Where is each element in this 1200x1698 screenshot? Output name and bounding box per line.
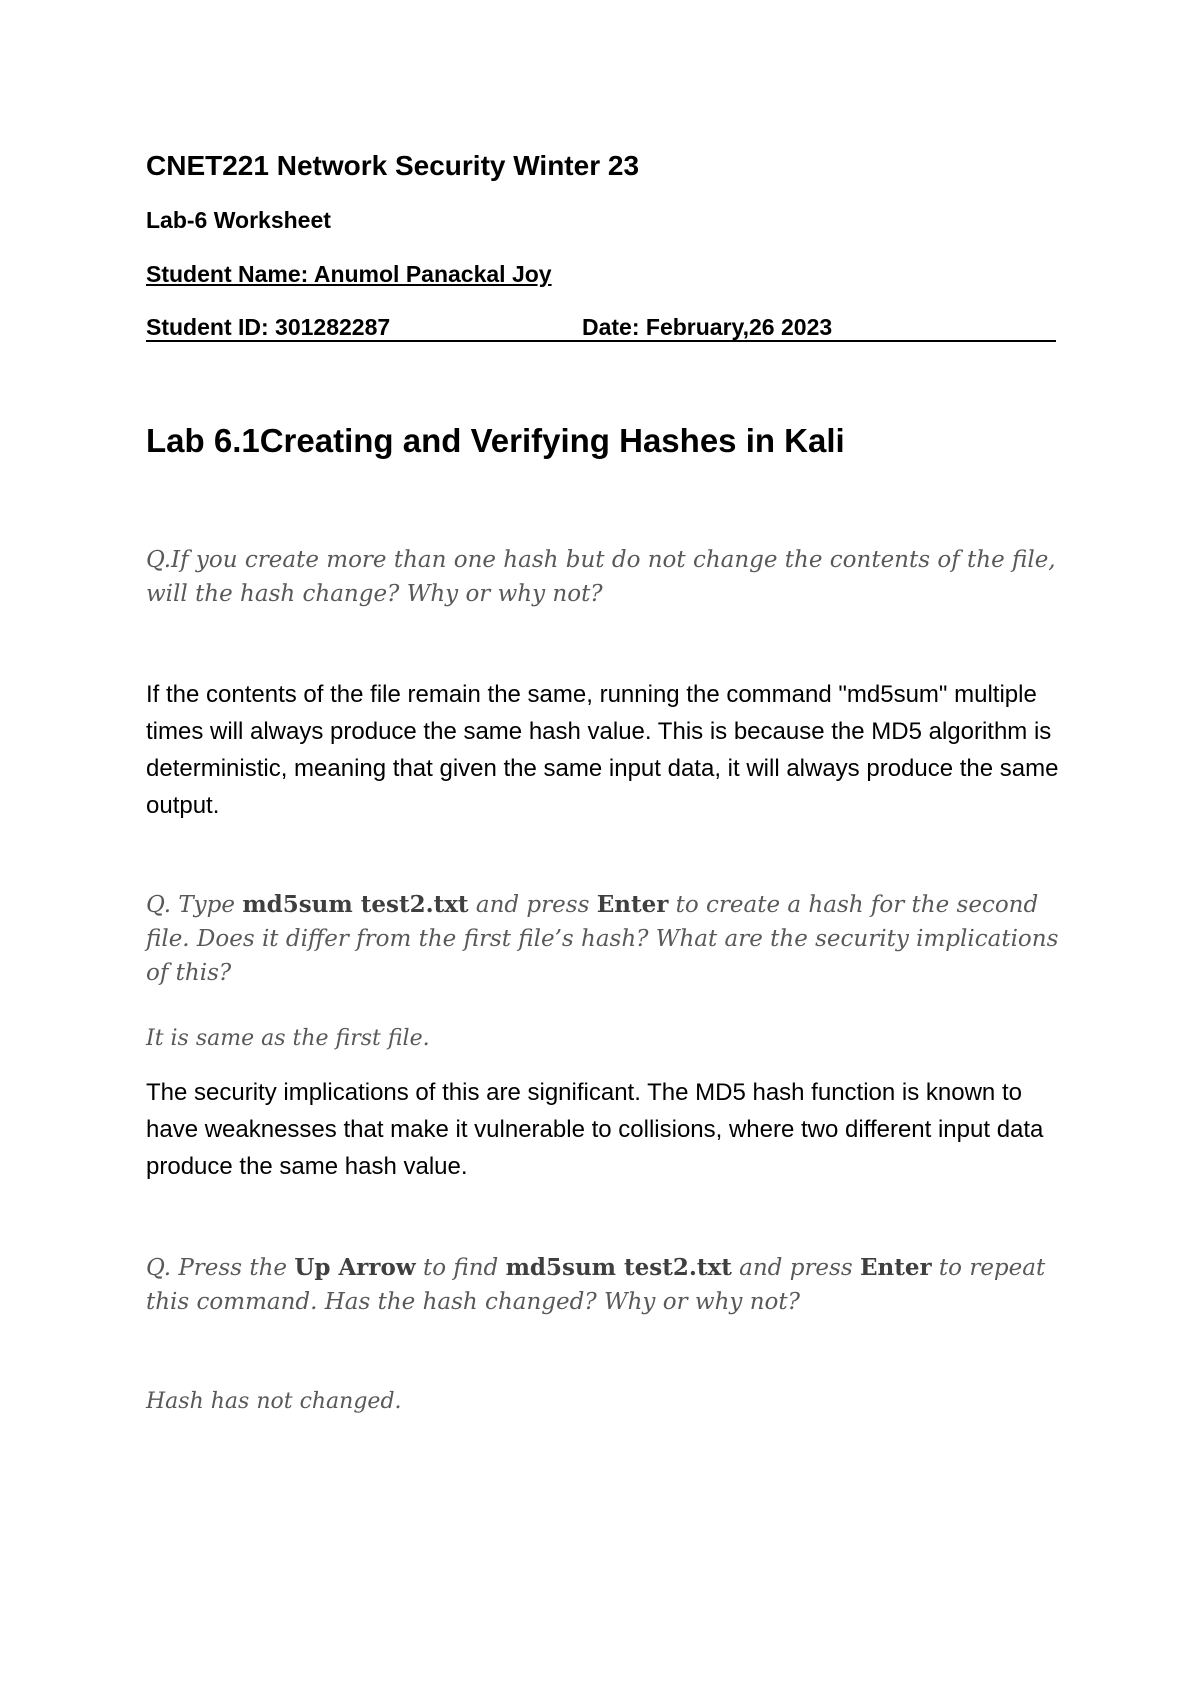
- worksheet-label: Lab-6 Worksheet: [146, 207, 331, 233]
- question-2: [146, 888, 1076, 990]
- course-title: CNET221 Network Security Winter 23: [146, 150, 640, 181]
- answer-3: Hash has not changed.: [146, 1389, 402, 1414]
- student-name: Student Name: Anumol Panackal Joy: [146, 261, 552, 287]
- answer-2-short: It is same as the first file.: [146, 1026, 430, 1051]
- submission-date: Date: February,26 2023: [582, 314, 833, 340]
- question-1: Q.If you create more than one hash but do not change the contents of the file, will the hash change? Why or why not?: [146, 547, 1056, 607]
- question-2-text: to create a hash for the second file. Does it differ from the first file’s hash? What are the security implications of this?: [146, 892, 1059, 986]
- question-3-text: Q. Press the: [146, 1255, 295, 1281]
- answer-2: The security implications of this are significant. The MD5 hash function is known to have weaknesses that make it vulnerable to collisions, where two different input data produce the same hash value.: [146, 1079, 1044, 1180]
- student-id: Student ID: 301282287: [146, 314, 391, 340]
- student-id-date-line: [146, 314, 1056, 342]
- question-3-key: Enter: [859, 1254, 932, 1281]
- question-3-key: Up Arrow: [294, 1254, 416, 1281]
- question-2-key: Enter: [596, 891, 669, 918]
- question-3-text: to repeat this command. Has the hash changed? Why or why not?: [146, 1255, 1046, 1315]
- question-2-command: md5sum test2.txt: [242, 891, 469, 918]
- question-3: [146, 1251, 1076, 1319]
- question-2-text: and press: [468, 892, 597, 918]
- lab-heading: Lab 6.1Creating and Verifying Hashes in Kali: [146, 422, 845, 459]
- question-3-text: to find: [415, 1255, 506, 1281]
- question-3-command: md5sum test2.txt: [505, 1254, 732, 1281]
- question-2-text: Q. Type: [146, 892, 243, 918]
- question-3-text: and press: [731, 1255, 860, 1281]
- answer-1: If the contents of the file remain the same, running the command "md5sum" multiple times will always produce the same hash value. This is because the MD5 algorithm is deterministic, meaning that given the same input data, it will always produce the same output.: [146, 681, 1059, 819]
